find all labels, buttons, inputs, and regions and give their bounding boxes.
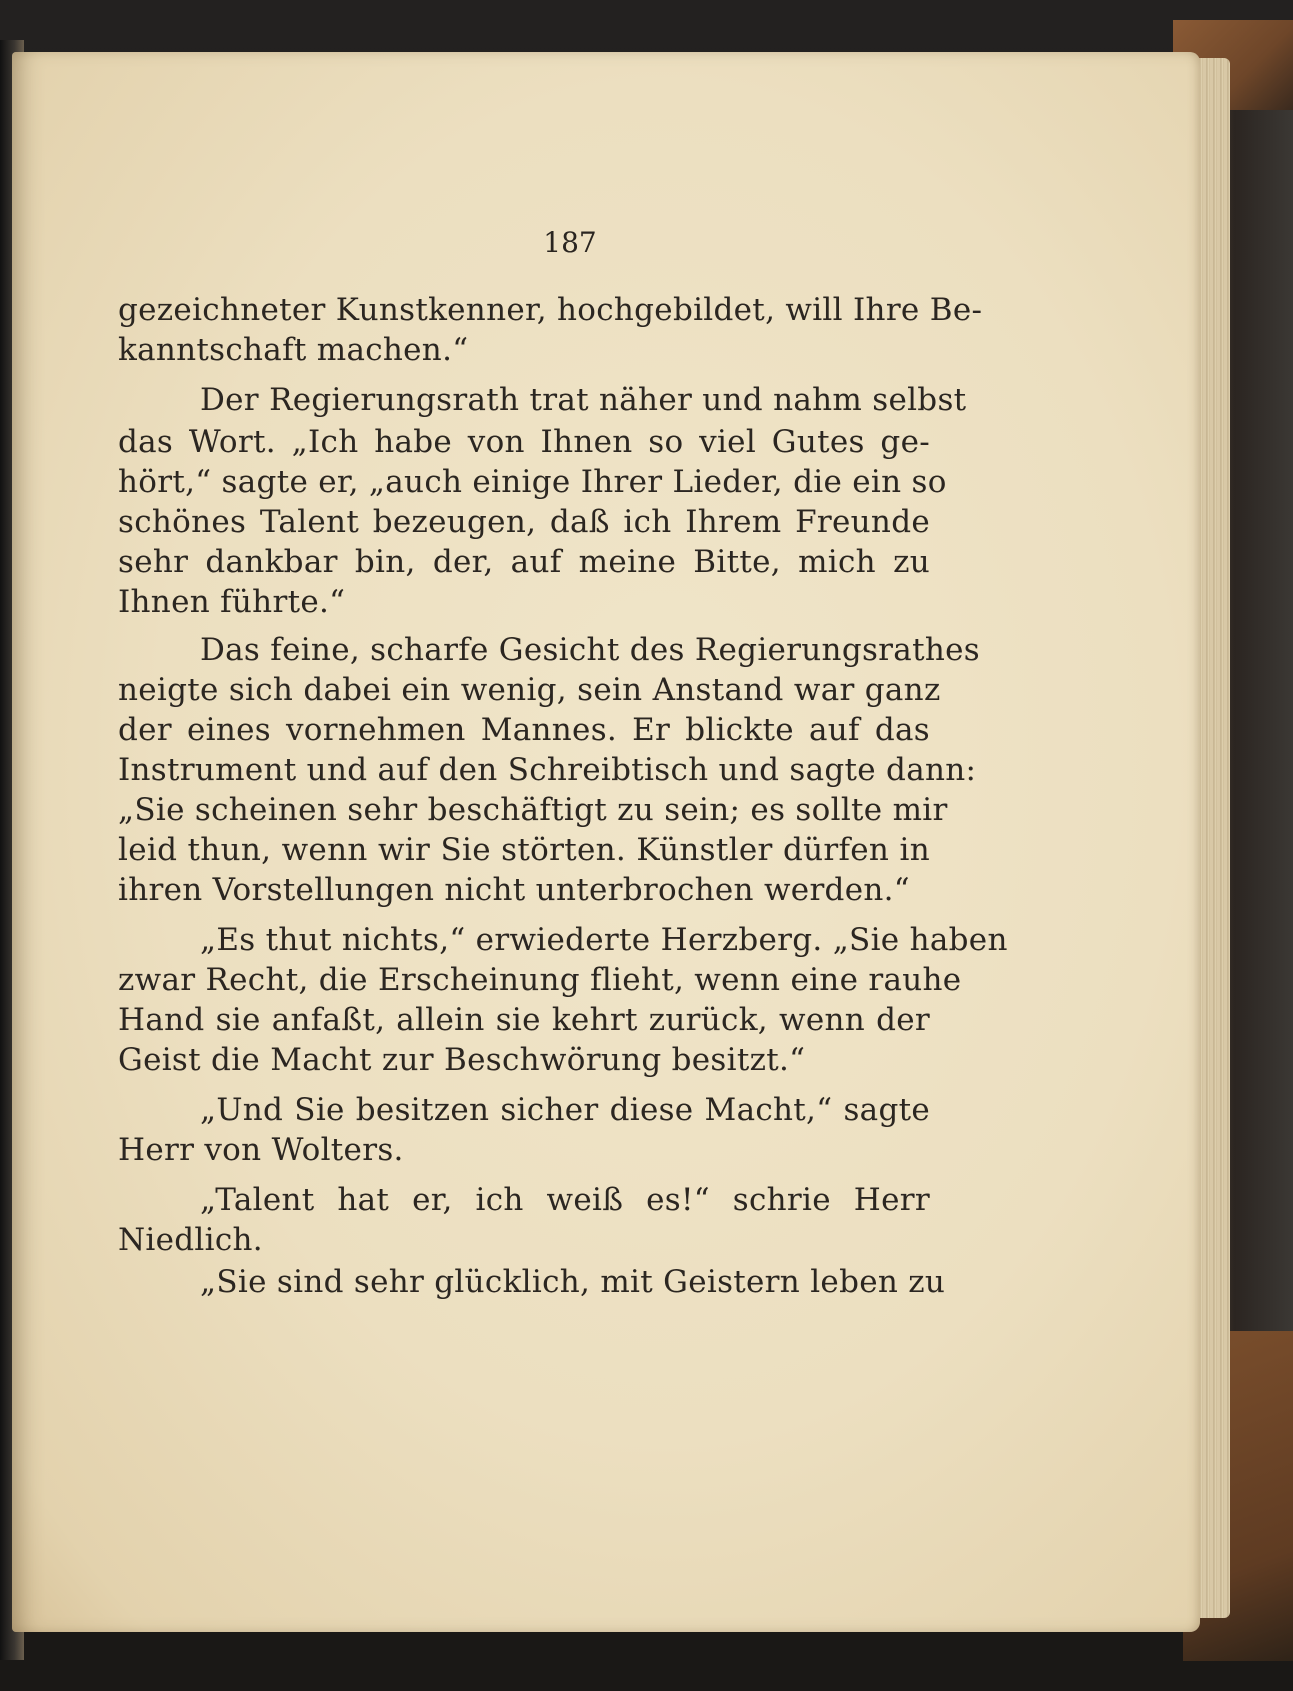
text-line: leid thun, wenn wir Sie störten. Künstler dürfen in (118, 832, 930, 868)
text-line: gezeichneter Kunstkenner, hochgebildet, will Ihre Be- (118, 292, 983, 328)
text-line: Geist die Macht zur Beschwörung besitzt.“ (118, 1042, 806, 1078)
text-line: schönes Talent bezeugen, daß ich Ihrem Freunde (118, 504, 930, 540)
text-line: zwar Recht, die Erscheinung flieht, wenn eine rauhe (118, 962, 962, 998)
page-edges (1196, 58, 1230, 1618)
text-line: „Sie scheinen sehr beschäftigt zu sein; es sollte mir (118, 792, 948, 828)
text-line: Ihnen führte.“ (118, 584, 346, 620)
text-line: „Es thut nichts,“ erwiederte Herzberg. „Sie haben (200, 922, 1008, 958)
text-line: „Talent hat er, ich weiß es!“ schrie Herr (200, 1182, 930, 1218)
text-line: „Und Sie besitzen sicher diese Macht,“ sagte (200, 1092, 930, 1128)
text-line: hört,“ sagte er, „auch einige Ihrer Lieder, die ein so (118, 464, 947, 500)
text-line: Herr von Wolters. (118, 1132, 404, 1168)
text-line: Das feine, scharfe Gesicht des Regierungsrathes (200, 632, 980, 668)
text-line: sehr dankbar bin, der, auf meine Bitte, mich zu (118, 544, 930, 580)
text-line: der eines vornehmen Mannes. Er blickte auf das (118, 712, 930, 748)
text-line: neigte sich dabei ein wenig, sein Anstand war ganz (118, 672, 941, 708)
text-line: Hand sie anfaßt, allein sie kehrt zurück, wenn der (118, 1002, 930, 1038)
text-line: Instrument und auf den Schreibtisch und sagte dann: (118, 752, 977, 788)
text-line: Niedlich. (118, 1222, 263, 1258)
text-line: ihren Vorstellungen nicht unterbrochen werden.“ (118, 872, 910, 908)
text-line: Der Regierungsrath trat näher und nahm selbst (200, 382, 967, 418)
text-line: kanntschaft machen.“ (118, 332, 469, 368)
page-number: 187 (543, 226, 597, 259)
text-line: „Sie sind sehr glücklich, mit Geistern leben zu (200, 1264, 946, 1300)
text-line: das Wort. „Ich habe von Ihnen so viel Gutes ge- (118, 424, 930, 460)
